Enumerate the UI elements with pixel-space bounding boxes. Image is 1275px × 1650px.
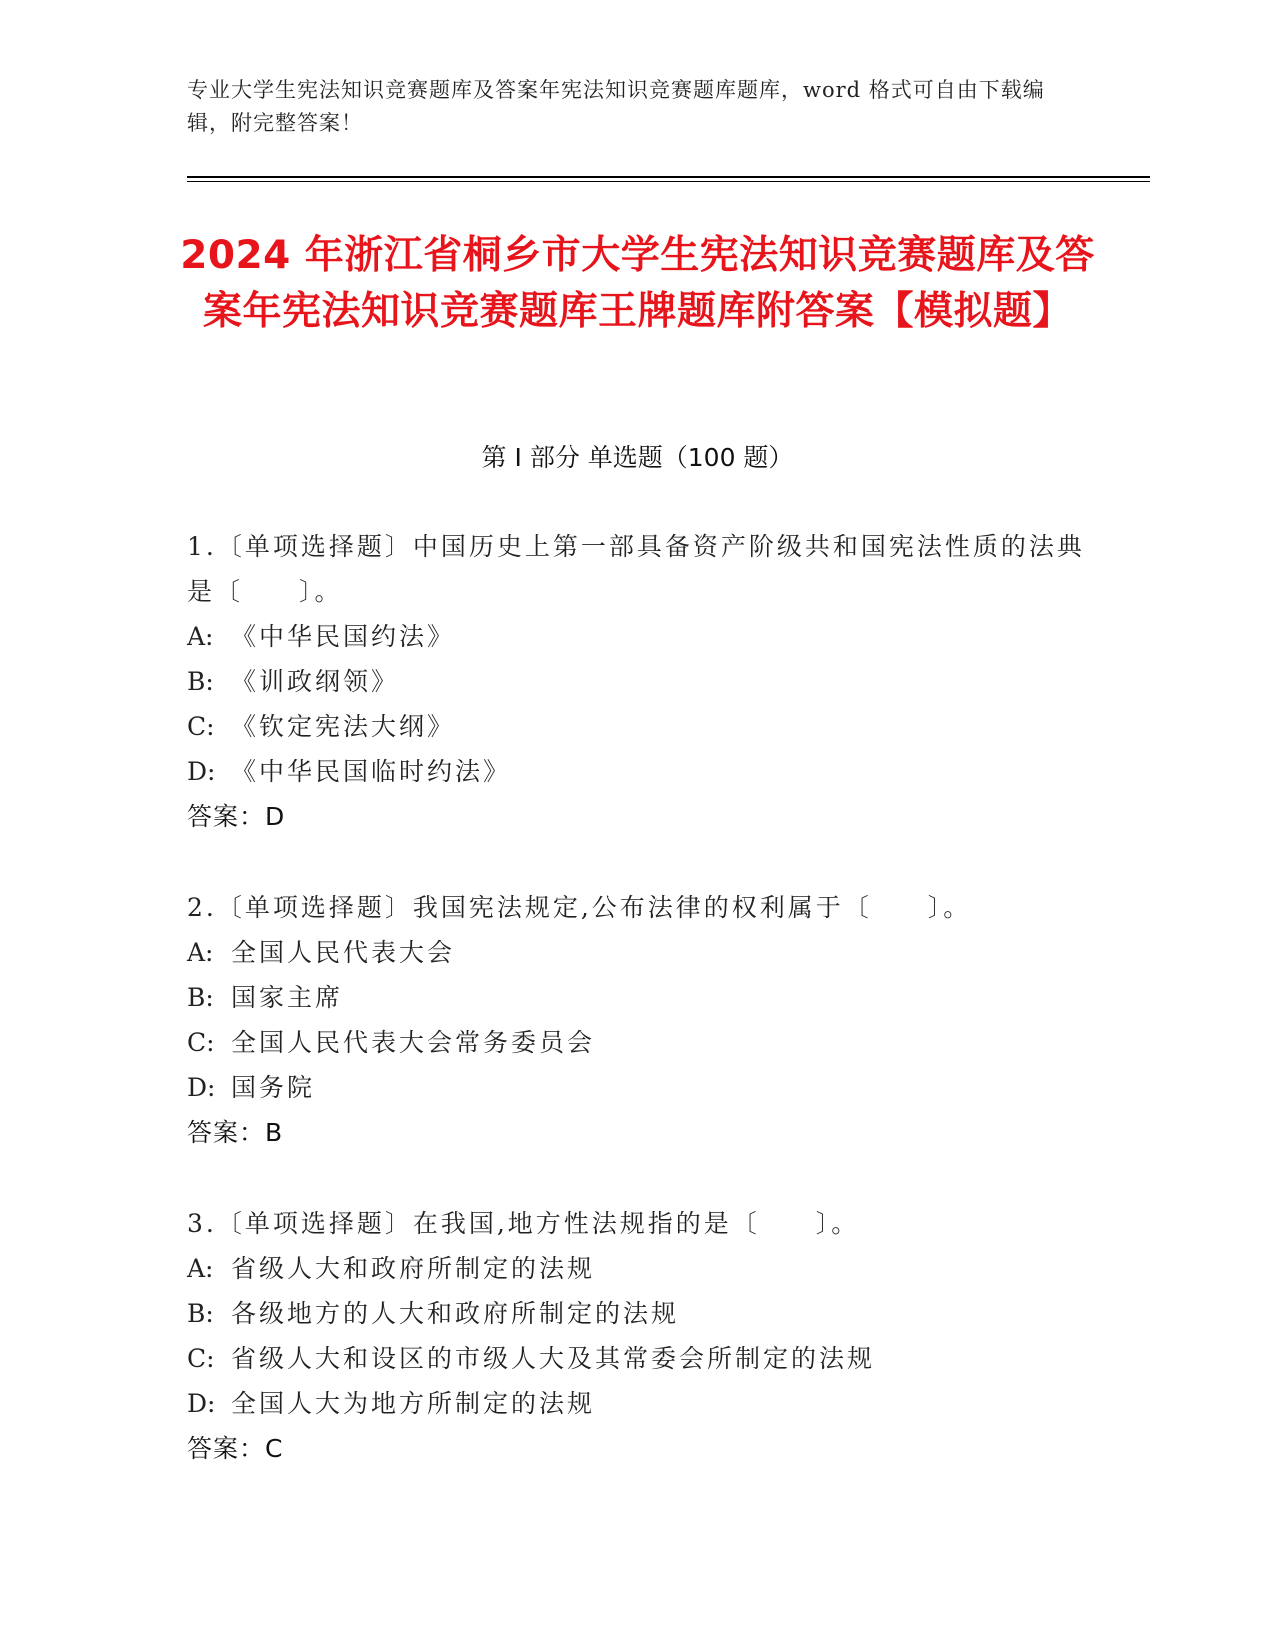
option-letter: C:: [187, 712, 215, 741]
header-divider-thin: [187, 181, 1150, 182]
question-stem: 3.〔单项选择题〕在我国,地方性法规指的是〔 〕。: [187, 1209, 860, 1238]
option-text: 省级人大和政府所制定的法规: [231, 1254, 596, 1283]
question-stem: 1.〔单项选择题〕中国历史上第一部具备资产阶级共和国宪法性质的法典是〔 〕。: [187, 532, 1085, 606]
option-text: 国务院: [231, 1073, 316, 1102]
question-stem: 2.〔单项选择题〕我国宪法规定,公布法律的权利属于〔 〕。: [187, 893, 972, 922]
section-title: 第 I 部分 单选题（100 题）: [481, 443, 794, 472]
option-letter: A:: [187, 622, 214, 651]
option-text: 省级人大和设区的市级人大及其常委会所制定的法规: [231, 1344, 876, 1373]
option-text: 国家主席: [231, 983, 344, 1012]
answer-line: 答案：D: [187, 802, 286, 831]
option-letter: C:: [187, 1028, 215, 1057]
option-c: [187, 1336, 1087, 1381]
option-text: 各级地方的人大和政府所制定的法规: [231, 1299, 680, 1328]
option-letter: B:: [187, 667, 214, 696]
option-d: [187, 749, 1087, 794]
option-letter: A:: [187, 1254, 214, 1283]
option-text: 《训政纲领》: [231, 667, 400, 696]
question-list: [187, 524, 1087, 1517]
option-d: [187, 1065, 1087, 1110]
option-b: [187, 659, 1087, 704]
option-b: [187, 1291, 1087, 1336]
header-divider-thick: [187, 176, 1150, 178]
option-a: [187, 930, 1087, 975]
option-text: 全国人大为地方所制定的法规: [231, 1389, 596, 1418]
option-a: [187, 1246, 1087, 1291]
question-3: [187, 1201, 1087, 1471]
question-1: [187, 524, 1087, 839]
answer-line: 答案：B: [187, 1118, 284, 1147]
document-title: 2024 年浙江省桐乡市大学生宪法知识竞赛题库及答案年宪法知识竞赛题库王牌题库附答案【模拟题】: [180, 233, 1095, 334]
option-c: [187, 704, 1087, 749]
option-letter: D:: [187, 1389, 216, 1418]
option-letter: D:: [187, 757, 216, 786]
option-letter: D:: [187, 1073, 216, 1102]
option-text: 《中华民国约法》: [231, 622, 456, 651]
option-a: [187, 614, 1087, 659]
option-text: 《中华民国临时约法》: [231, 757, 512, 786]
question-2: [187, 885, 1087, 1155]
option-b: [187, 975, 1087, 1020]
option-letter: C:: [187, 1344, 215, 1373]
answer-line: 答案：C: [187, 1434, 284, 1463]
option-text: 《钦定宪法大纲》: [231, 712, 456, 741]
option-d: [187, 1381, 1087, 1426]
option-text: 全国人民代表大会常务委员会: [231, 1028, 596, 1057]
option-letter: B:: [187, 1299, 214, 1328]
option-text: 全国人民代表大会: [231, 938, 456, 967]
header-note: 专业大学生宪法知识竞赛题库及答案年宪法知识竞赛题库题库，word 格式可自由下载编辑，附完整答案！: [187, 78, 1045, 135]
option-letter: A:: [187, 938, 214, 967]
option-letter: B:: [187, 983, 214, 1012]
option-c: [187, 1020, 1087, 1065]
